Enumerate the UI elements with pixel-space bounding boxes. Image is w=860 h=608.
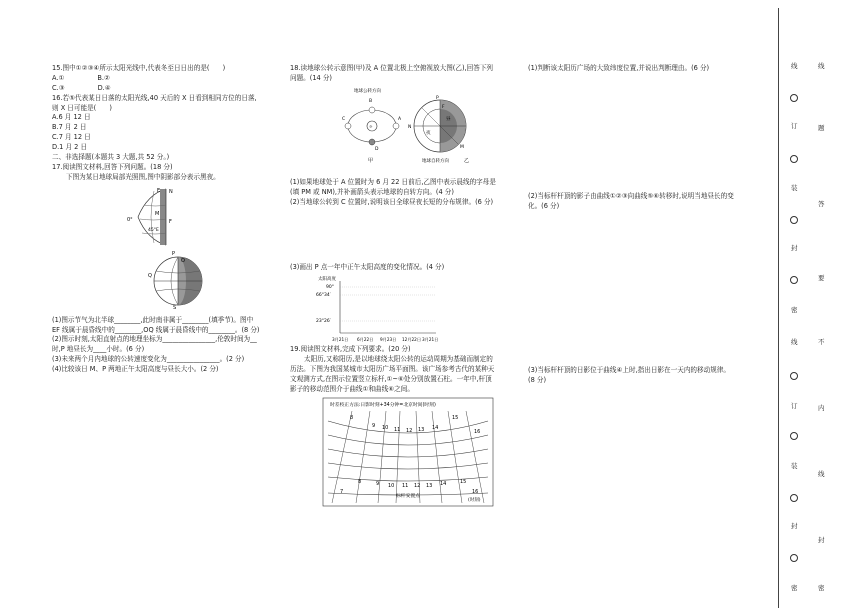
- bottom-hour-7: 7: [340, 488, 344, 495]
- label-n-polar: N: [408, 124, 412, 130]
- question-16-line2: 则 X 日可能是( ): [52, 103, 113, 112]
- binding-hole: [790, 372, 798, 380]
- label-jia: 甲: [368, 157, 374, 164]
- binding-char-outer-7: 订: [791, 402, 798, 410]
- q17-4: (4)比较该日 M、P 两地正午太阳高度与昼长大小。(2 分): [52, 365, 219, 374]
- q16-option-c: C.7 月 12 日: [52, 133, 91, 142]
- q18-1-line2: (填 PM 或 NM),并补画箭头表示地球的自转方向。(4 分): [290, 187, 454, 196]
- binding-hole: [790, 432, 798, 440]
- q19-1: (1)判断该太阳历广场的大致纬度位置,并说出判断理由。(6 分): [528, 64, 710, 72]
- question-18-line2: 问题。(14 分): [290, 73, 333, 82]
- binding-hole: [790, 276, 798, 284]
- question-19: 19.阅读图文材料,完成下列要求。(20 分): [290, 345, 411, 354]
- q19-3-line1: (3)当标杆杆顶的日影位于曲线④上时,指出日影在一天内的移动规律。: [528, 365, 730, 374]
- label-night: 夜: [426, 130, 431, 136]
- y-tick-23: 23°26′: [316, 319, 331, 325]
- label-m: M: [155, 210, 160, 217]
- q19-para-line2: 历法。下图为我国某城市太阳历广场平面图。该广场参考古代的某种天: [290, 365, 495, 374]
- q16-option-b: B.7 月 2 日: [52, 123, 87, 132]
- binding-hole: [790, 94, 798, 102]
- top-hour-15: 15: [452, 414, 459, 421]
- binding-char-inner-3: 答: [818, 200, 825, 208]
- x-tick-1: 3月21日: [332, 337, 349, 343]
- label-e: E: [157, 187, 161, 194]
- q19-para-line4: 影子的移动范围介于曲线①和曲线⑥之间。: [290, 384, 414, 393]
- q19-2-line2: 化。(6 分): [528, 201, 560, 210]
- bottom-hour-13: 13: [426, 482, 433, 489]
- binding-char-outer-3: 装: [791, 184, 798, 192]
- hour-unit-label: (时刻): [468, 497, 481, 503]
- bottom-hour-8: 8: [358, 478, 362, 485]
- binding-char-outer-5: 密: [791, 306, 798, 314]
- label-p: P: [172, 250, 176, 257]
- q17-1-line2: EF 线属于晨昏线中的________,OQ 线属于晨昏线中的________。(8 分): [52, 325, 260, 334]
- q17-intro: 下图为某日地球局部光照图,图中阴影部分表示黑夜。: [66, 172, 220, 181]
- q18-3: (3)画出 P 点一年中正午太阳高度的变化情况。(4 分): [290, 263, 445, 272]
- top-hour-12: 12: [406, 427, 413, 434]
- x-tick-4: 12月22日: [402, 337, 422, 343]
- label-a: A: [398, 116, 402, 122]
- q18-1-line1: (1)如果地球处于 A 位置时为 6 月 22 日前后,乙图中表示晨线的字母是: [290, 177, 496, 186]
- q19-3-line2: (8 分): [528, 375, 547, 384]
- q15-options-ab: A.① B.②: [52, 73, 110, 82]
- top-hour-8: 8: [350, 414, 354, 421]
- q18-2: (2)当地球公转到 C 位置时,说明该日全球昼夜长短的分布规律。(6 分): [290, 197, 494, 206]
- top-hour-13: 13: [418, 426, 425, 433]
- binding-char-outer-4: 封: [791, 244, 798, 252]
- binding-char-inner-4: 要: [818, 274, 825, 282]
- x-tick-3: 9月23日: [380, 337, 397, 343]
- bottom-hour-15: 15: [460, 478, 467, 485]
- q19-para-line1: 太阳历,又称阳历,是以地球绕太阳公转的运动周期为基础而制定的: [304, 355, 493, 364]
- label-b: B: [369, 98, 373, 104]
- solar-altitude-chart: [312, 273, 515, 343]
- question-16-line1: 16.若⑤代表某日日落的太阳光线,40 天后的 X 日看到相同方位的日落,: [52, 93, 257, 102]
- q16-option-d: D.1 月 2 日: [52, 143, 88, 152]
- label-q: Q: [148, 272, 152, 279]
- binding-hole: [790, 155, 798, 163]
- binding-char-inner-6: 内: [818, 404, 825, 412]
- label-zero: 0°: [127, 216, 133, 223]
- label-yi: 乙: [464, 157, 470, 164]
- q19-para-line3: 文观测方式,在图示位置竖立标杆,①~⑥处分别放置石柱。一年中,杆顶: [290, 375, 492, 384]
- q16-option-a: A.6 月 12 日: [52, 113, 91, 122]
- q17-2-line1: (2)图示时刻,太阳直射点的地理坐标为________________,伦敦时间为__: [52, 335, 257, 344]
- binding-char-inner-9: 密: [818, 584, 825, 592]
- q19-2-line1: (2)当标杆杆顶的影子由曲线①②③向曲线⑤⑥转移时,说明当地昼长的变: [528, 191, 734, 200]
- label-c: C: [342, 116, 346, 122]
- binding-char-inner-8: 封: [818, 536, 825, 544]
- question-15: 15.图中①②③④所示太阳光线中,代表冬至日日出的是( ): [52, 64, 226, 72]
- question-17: 17.阅读图文材料,回答下列问题。(18 分): [52, 162, 173, 171]
- bottom-hour-12: 12: [414, 482, 421, 489]
- y-tick-66: 66°34′: [316, 293, 331, 299]
- binding-char-inner-7: 线: [818, 470, 825, 478]
- label-n: N: [169, 188, 173, 195]
- binding-char-outer-6: 线: [791, 338, 798, 346]
- top-hour-10: 10: [382, 424, 389, 431]
- column-2: [290, 64, 515, 507]
- binding-char-outer-8: 装: [791, 462, 798, 470]
- q15-options-cd: C.③ D.④: [52, 83, 111, 92]
- binding-char-inner-2: 题: [818, 124, 825, 132]
- x-tick-5: 3月21日: [422, 337, 439, 343]
- label-p-polar: P: [436, 95, 439, 101]
- illumination-figure: [126, 185, 277, 310]
- column-3: [528, 64, 763, 385]
- section-2-heading: 二、非选择题(本题共 3 大题,共 52 分。): [52, 153, 170, 162]
- top-hour-14: 14: [432, 424, 439, 431]
- orbit-figure: [342, 86, 515, 168]
- binding-char-inner-1: 线: [818, 62, 825, 70]
- binding-hole: [790, 494, 798, 502]
- top-hour-9: 9: [372, 422, 376, 429]
- label-o: O: [181, 257, 185, 264]
- y-tick-90: 90°: [326, 285, 334, 291]
- bottom-hour-9: 9: [376, 480, 380, 487]
- sun-label: ☼: [369, 123, 373, 129]
- pole-position-label: 标杆安置点: [396, 493, 420, 499]
- binding-char-outer-9: 封: [791, 522, 798, 530]
- binding-hole: [790, 554, 798, 562]
- top-hour-16: 16: [474, 428, 481, 435]
- q17-1-line1: (1)图示节气为北半球________,此时南非属于________(填季节)。图中: [52, 315, 254, 324]
- orbit-direction-label: 地球公转方向: [354, 88, 381, 94]
- time-correction-formula: 时差校正方法:日影时刻+34分钟=北京时间(时刻): [330, 402, 436, 408]
- top-hour-11: 11: [394, 426, 401, 433]
- binding-char-outer-2: 订: [791, 122, 798, 130]
- label-45e: 45°E: [148, 227, 159, 233]
- q17-2-line2: 时,P 地昼长为____小时。(6 分): [52, 345, 145, 354]
- binding-line: [778, 8, 779, 608]
- label-f-polar: F: [442, 104, 445, 110]
- x-tick-2: 6月22日: [357, 337, 374, 343]
- binding-char-outer-10: 密: [791, 584, 798, 592]
- label-m-polar: M: [460, 144, 464, 150]
- bottom-hour-10: 10: [388, 482, 395, 489]
- label-day: 昼: [446, 116, 451, 122]
- label-s: S: [173, 304, 177, 310]
- bottom-hour-16: 16: [472, 488, 479, 495]
- q17-3: (3)未来两个月内地球的公转速度变化为________________。(2 分): [52, 355, 245, 364]
- y-axis-label: 太阳高度: [318, 277, 336, 283]
- rotation-direction-label: 地球自转方向: [422, 158, 449, 164]
- binding-hole: [790, 216, 798, 224]
- bottom-hour-14: 14: [440, 480, 447, 487]
- label-d: D: [375, 146, 379, 152]
- column-1: [52, 64, 277, 375]
- binding-char-inner-5: 不: [818, 338, 825, 346]
- binding-margin: [778, 0, 860, 608]
- binding-char-outer-1: 线: [791, 62, 798, 70]
- bottom-hour-11: 11: [402, 482, 409, 489]
- question-18-line1: 18.读地球公转示意图(甲)及 A 位置北极上空俯视放大图(乙),回答下列: [290, 64, 494, 72]
- label-f: F: [169, 218, 172, 225]
- sundial-plaza-figure: [322, 397, 515, 507]
